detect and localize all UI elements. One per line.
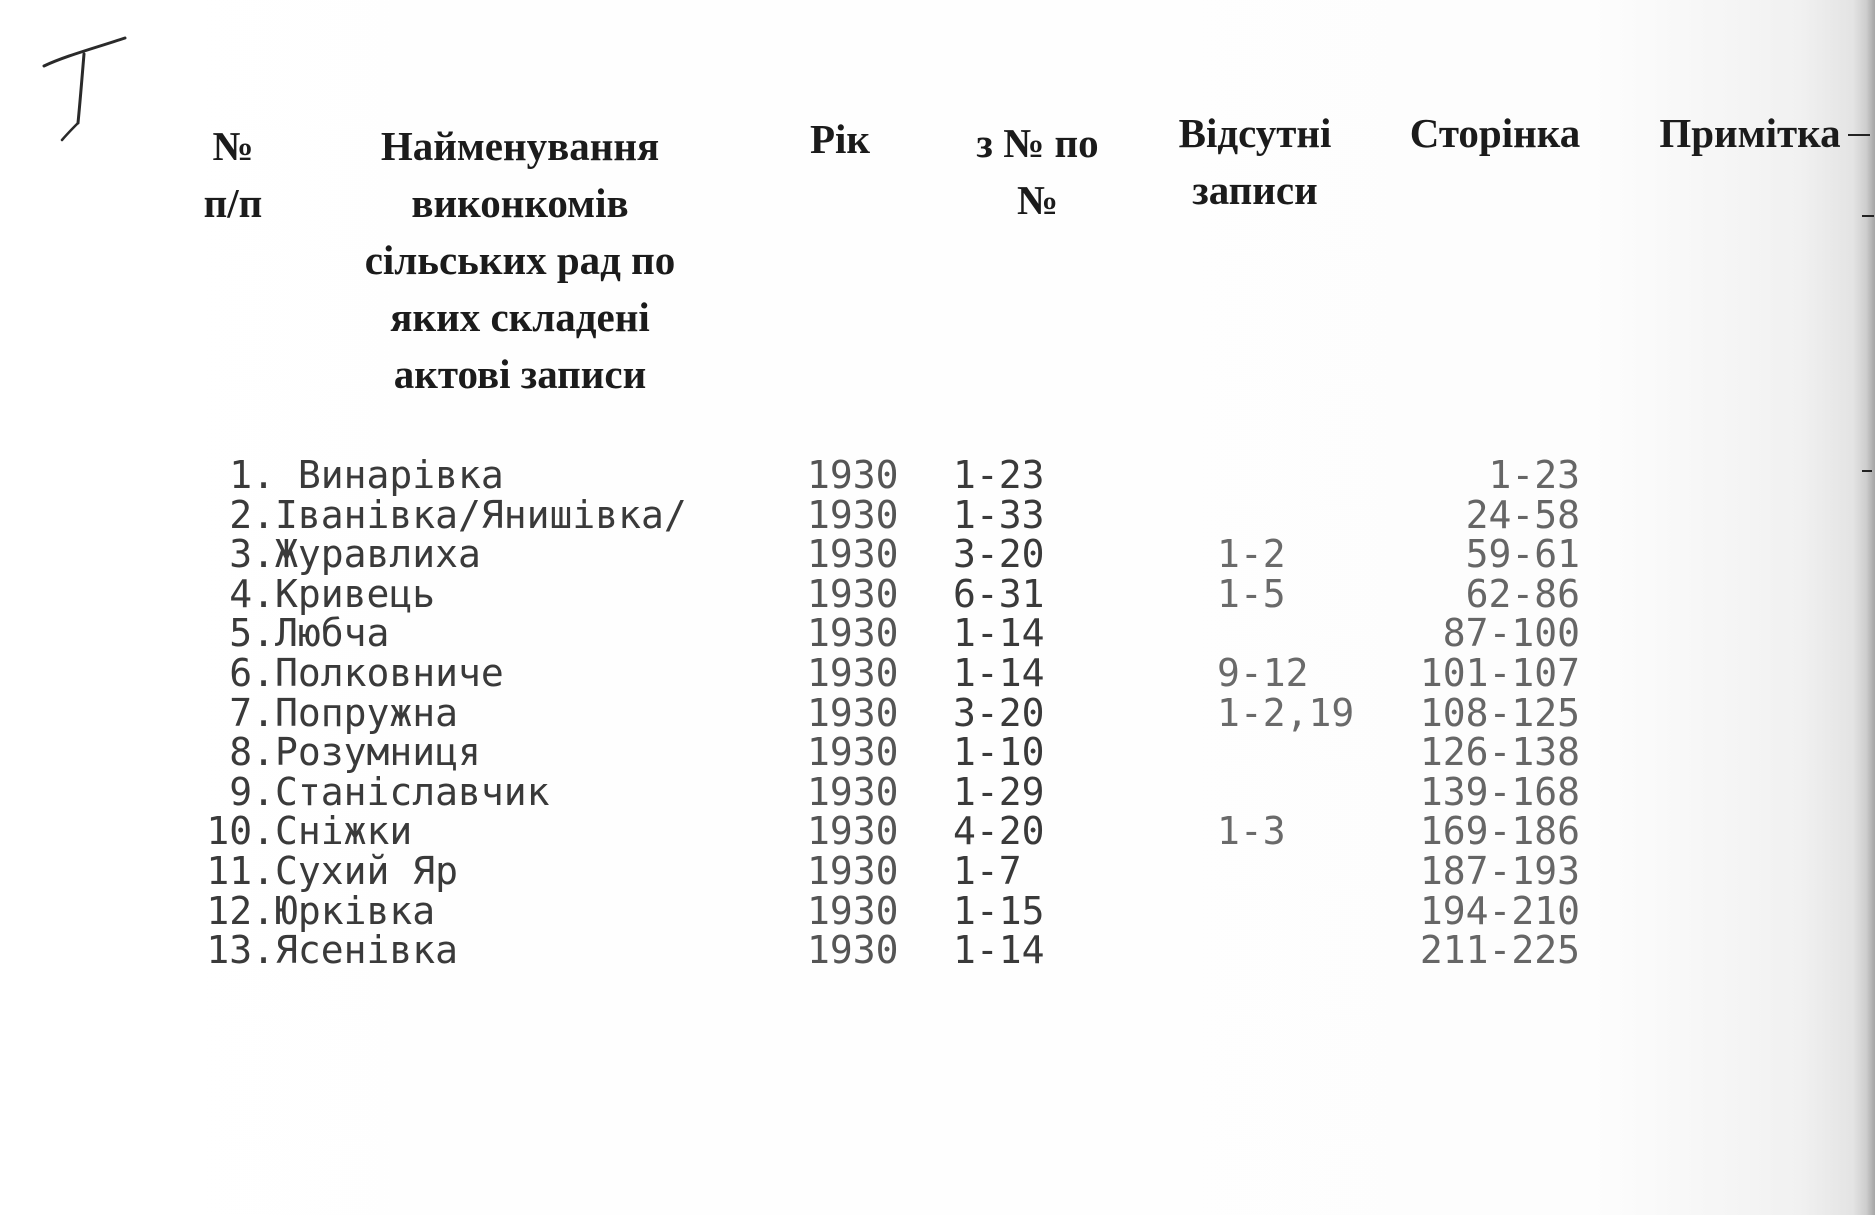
row-page: 101-107 <box>1419 650 1580 695</box>
row-missing: 1-5 <box>1217 571 1286 616</box>
header-missing: Відсутні записи <box>1178 110 1332 213</box>
header-num: № п/п <box>203 123 263 226</box>
row-name: Сніжки <box>275 809 413 854</box>
row-number: 8. <box>229 730 275 775</box>
row-page: 62-86 <box>1465 571 1580 616</box>
row-range: 4-20 <box>953 809 1045 854</box>
row-page: 194-210 <box>1419 888 1580 933</box>
row-number: 12. <box>206 888 275 933</box>
row-range: 1-33 <box>953 492 1045 537</box>
header-page: Сторінка <box>1409 110 1581 156</box>
row-number: 3. <box>229 532 275 577</box>
row-page: 24-58 <box>1465 492 1580 537</box>
row-page: 87-100 <box>1442 611 1580 656</box>
row-year: 1930 <box>807 928 899 973</box>
row-name: Любча <box>275 611 390 656</box>
table-row <box>0 650 1875 695</box>
row-range: 3-20 <box>953 532 1045 577</box>
table-row <box>0 532 1875 577</box>
row-year: 1930 <box>807 492 899 537</box>
row-page: 169-186 <box>1419 809 1580 854</box>
table-body <box>0 453 1875 973</box>
table-row <box>0 571 1875 616</box>
row-name: Розумниця <box>275 730 481 775</box>
row-number: 10. <box>206 809 275 854</box>
row-name: Кривець <box>275 571 436 616</box>
row-number: 2. <box>229 492 275 537</box>
row-range: 6-31 <box>953 571 1045 616</box>
row-range: 1-14 <box>953 611 1045 656</box>
row-number: 13. <box>206 928 275 973</box>
table-row <box>0 492 1875 537</box>
row-number: 9. <box>229 769 275 814</box>
table-row <box>0 730 1875 775</box>
row-name: Юрківка <box>275 888 436 933</box>
row-range: 1-15 <box>953 888 1045 933</box>
table-row <box>0 690 1875 735</box>
row-name: Полковниче <box>275 650 504 695</box>
row-number: 11. <box>206 848 275 893</box>
header-note: Примітка <box>1659 110 1841 156</box>
row-year: 1930 <box>807 848 899 893</box>
row-page: 126-138 <box>1419 730 1580 775</box>
row-year: 1930 <box>807 690 899 735</box>
row-year: 1930 <box>807 453 899 497</box>
row-range: 1-14 <box>953 928 1045 973</box>
row-range: 1-7 <box>953 848 1022 893</box>
row-name: Станіславчик <box>275 769 550 814</box>
table-row <box>0 809 1875 854</box>
row-year: 1930 <box>807 809 899 854</box>
row-range: 1-23 <box>953 453 1045 497</box>
row-name: Іванівка/Янишівка/ <box>275 492 687 537</box>
row-page: 108-125 <box>1419 690 1580 735</box>
row-range: 3-20 <box>953 690 1045 735</box>
row-name: Ясенівка <box>275 928 459 973</box>
table-row <box>0 611 1875 656</box>
row-year: 1930 <box>807 888 899 933</box>
row-name: Журавлиха <box>275 532 481 577</box>
table-row <box>0 455 1875 495</box>
header-year: Рік <box>809 116 871 162</box>
row-page: 187-193 <box>1419 848 1580 893</box>
row-range: 1-10 <box>953 730 1045 775</box>
row-missing: 1-2,19 <box>1217 690 1355 735</box>
row-name: Винарівка <box>275 453 504 497</box>
row-year: 1930 <box>807 611 899 656</box>
row-number: 4. <box>229 571 275 616</box>
row-range: 1-14 <box>953 650 1045 695</box>
row-page: 139-168 <box>1419 769 1580 814</box>
handwritten-mark <box>40 28 140 148</box>
table-row <box>0 928 1875 973</box>
row-year: 1930 <box>807 769 899 814</box>
row-page: 59-61 <box>1465 532 1580 577</box>
header-name: Найменування виконкомів сільських рад по яких складені актові записи <box>364 123 676 397</box>
row-year: 1930 <box>807 730 899 775</box>
row-year: 1930 <box>807 571 899 616</box>
row-range: 1-29 <box>953 769 1045 814</box>
row-number: 5. <box>229 611 275 656</box>
row-missing: 9-12 <box>1217 650 1309 695</box>
row-name: Сухий Яр <box>275 848 459 893</box>
row-number: 6. <box>229 650 275 695</box>
row-year: 1930 <box>807 532 899 577</box>
row-missing: 1-3 <box>1217 809 1286 854</box>
table-row <box>0 888 1875 933</box>
row-year: 1930 <box>807 650 899 695</box>
table-row <box>0 769 1875 814</box>
header-range: з № по № <box>976 120 1099 223</box>
edge-mark <box>1862 215 1874 217</box>
row-page: 211-225 <box>1419 928 1580 973</box>
row-missing: 1-2 <box>1217 532 1286 577</box>
row-number: 1. <box>229 453 275 497</box>
row-name: Попружна <box>275 690 459 735</box>
row-number: 7. <box>229 690 275 735</box>
table-row <box>0 848 1875 893</box>
row-page: 1-23 <box>1488 453 1580 497</box>
